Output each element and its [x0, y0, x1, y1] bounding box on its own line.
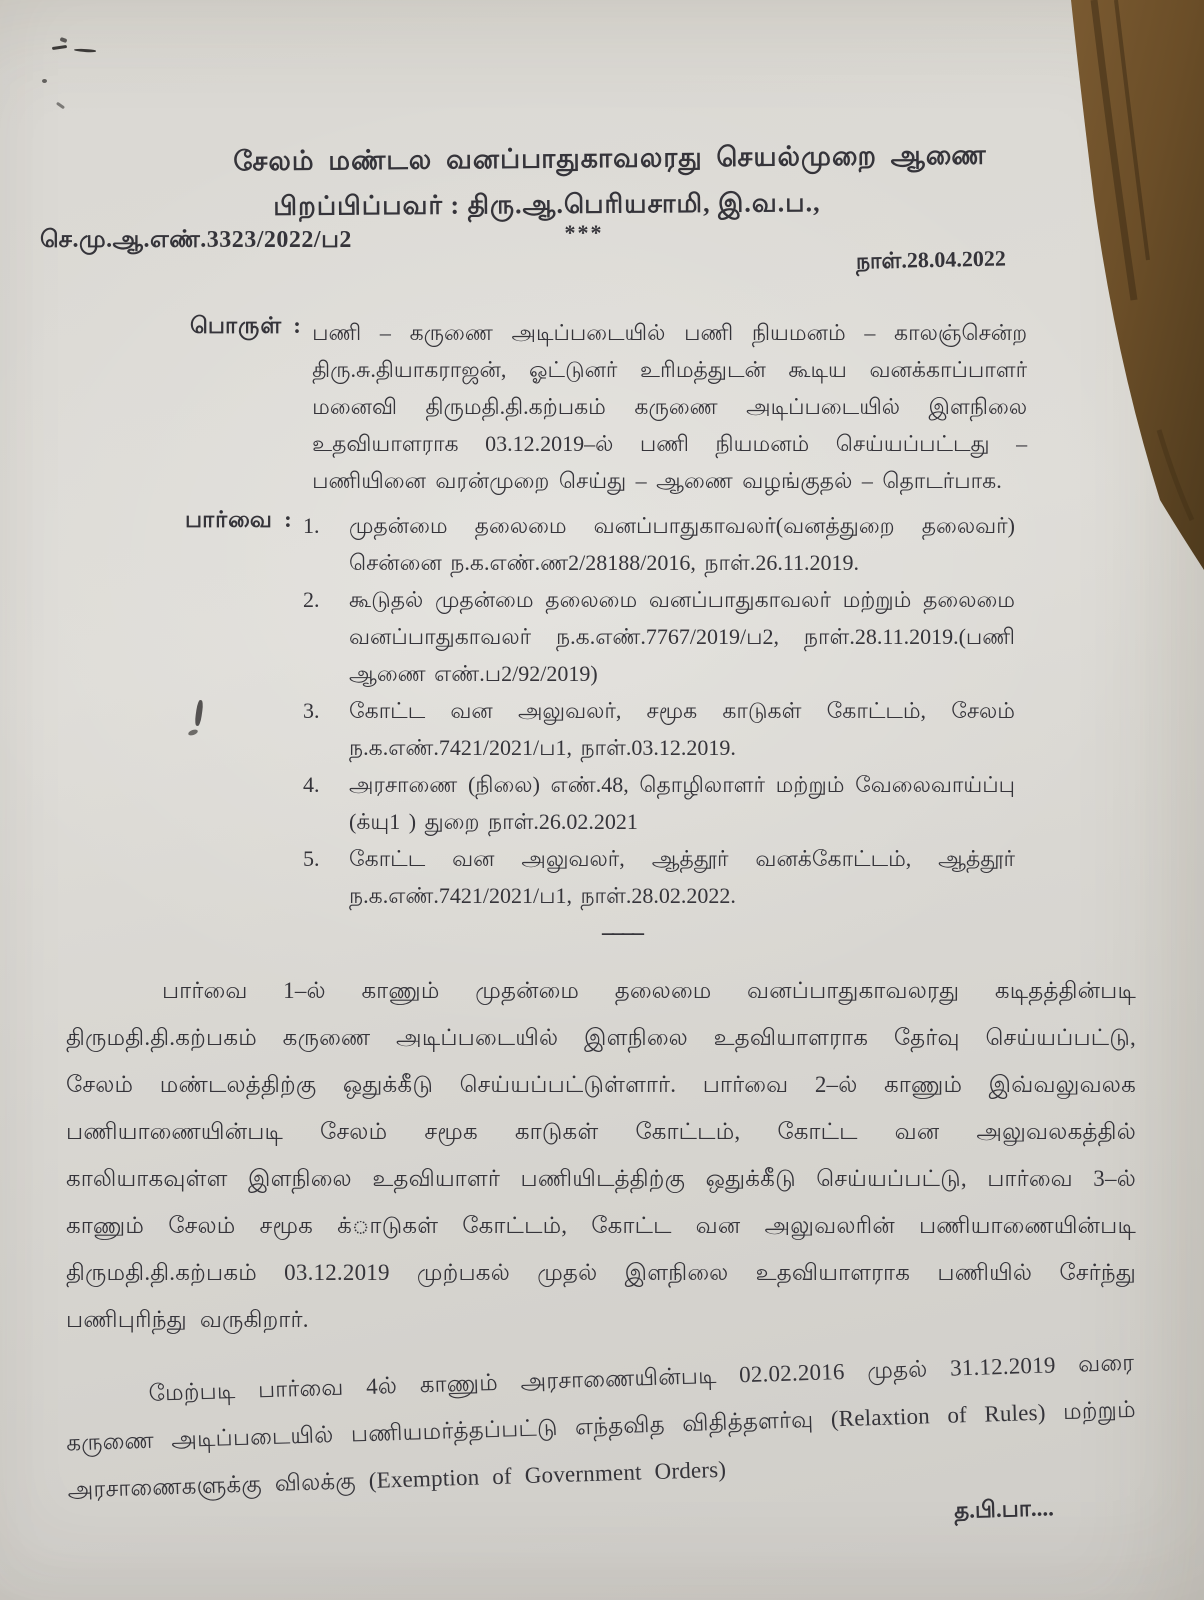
reference-text: முதன்மை தலைமை வனப்பாதுகாவலர்(வனத்துறை தலைவர்) சென்னை ந.க.எண்.ண2/28188/2016, நாள்.26.11.2019. [349, 513, 1015, 575]
body-paragraph-2: மேற்படி பார்வை 4ல் காணும் அரசாணையின்படி 02.02.2016 முதல் 31.12.2019 வரை கருணை அடிப்படையில் பணியமர்த்தப்பட்டு எந்தவித விதித்தளர்வு (Relaxtion of Rules) மற்றும் அரசாணைகளுக்கு விலக்கு (Exemption of Government Orders) [65, 1349, 1137, 1503]
references-list [303, 507, 1015, 914]
subject-text: பணி – கருணை அடிப்படையில் பணி நியமனம் – காலஞ்சென்ற திரு.சு.தியாகராஜன், ஓட்டுனர் உரிமத்துடன் கூடிய வனக்காப்பாளர் மனைவி திருமதி.தி.கற்பகம் கருணை அடிப்படையில் இளநிலை உதவியாளராக 03.12.2019–ல் பணி நியமனம் செய்யப்பட்டது – பணியினை வரன்முறை செய்து – ஆணை வழங்குதல் – தொடர்பாக. [312, 320, 1028, 493]
reference-text: கூடுதல் முதன்மை தலைமை வனப்பாதுகாவலர் மற்றும் தலைமை வனப்பாதுகாவலர் ந.க.எண்.7767/2019/ப2, நாள்.28.11.2019.(பணி ஆணை எண்.ப2/92/2019) [349, 587, 1015, 686]
subject-section [190, 313, 1144, 499]
reference-item [303, 840, 1015, 914]
reference-item [303, 766, 1015, 840]
reference-item [303, 507, 1015, 581]
ink-mark [56, 102, 65, 110]
reference-number: 2. [303, 587, 320, 612]
reference-number: 1. [303, 513, 320, 538]
ink-mark [52, 45, 67, 50]
references-colon: : [284, 507, 292, 532]
turn-over-note: த.பி.பா.... [953, 1495, 1055, 1524]
reference-number: 4. [303, 772, 320, 797]
dash-separator: –––– [602, 920, 642, 946]
document-date: நாள்.28.04.2022 [855, 245, 1007, 274]
table-surface [1064, 0, 1204, 580]
reference-text: கோட்ட வன அலுவலர், சமூக காடுகள் கோட்டம், சேலம் ந.க.எண்.7421/2021/ப1, நாள்.03.12.2019. [349, 698, 1015, 760]
reference-item [303, 581, 1015, 692]
body-paragraph-1: பார்வை 1–ல் காணும் முதன்மை தலைமை வனப்பாதுகாவலரது கடிதத்தின்படி திருமதி.தி.கற்பகம் கருணை அடிப்படையில் இளநிலை உதவியாளராக தேர்வு செய்யப்பட்டு, சேலம் மண்டலத்திற்கு ஒதுக்கீடு செய்யப்பட்டுள்ளார். பார்வை 2–ல் காணும் இவ்வலுவலக பணியாணையின்படி சேலம் சமூக காடுகள் கோட்டம், கோட்ட வன அலுவலகத்தில் காலியாகவுள்ள இளநிலை உதவியாளர் பணியிடத்திற்கு ஒதுக்கீடு செய்யப்பட்டு, பார்வை 3–ல் காணும் சேலம் சமூக க்ாடுகள் கோட்டம், கோட்ட வன அலுவலரின் பணியாணையின்படி திருமதி.தி.கற்பகம் 03.12.2019 முற்பகல் முதல் இளநிலை உதவியாளராக பணியில் சேர்ந்து பணிபுரிந்து வருகிறார். [66, 978, 1136, 1332]
reference-text: அரசாணை (நிலை) எண்.48, தொழிலாளர் மற்றும் வேலைவாய்ப்பு (க்யு1 ) துறை நாள்.26.02.2021 [349, 772, 1015, 834]
references-label: பார்வை [185, 507, 273, 532]
ink-mark [42, 79, 47, 83]
reference-text: கோட்ட வன அலுவலர், ஆத்தூர் வனக்கோட்டம், ஆத்தூர் ந.க.எண்.7421/2021/ப1, நாள்.28.02.2022. [349, 846, 1015, 908]
ink-mark [74, 48, 96, 53]
reference-number: 3. [303, 698, 320, 723]
reference-number: 5. [303, 846, 320, 871]
subject-colon: : [293, 313, 301, 338]
reference-item [303, 692, 1015, 766]
proceedings-number: செ.மு.ஆ.எண்.3323/2022/ப2 [40, 227, 352, 253]
stars-separator: *** [564, 220, 604, 245]
subject-label: பொருள் [190, 313, 283, 338]
document-title: சேலம் மண்டல வனப்பாதுகாவலரது செயல்முறை ஆணை [233, 139, 987, 177]
issuer-line: பிறப்பிப்பவர் : திரு.ஆ.பெரியசாமி, இ.வ.ப., [273, 188, 821, 221]
references-section [185, 507, 1149, 914]
ink-mark [60, 37, 68, 43]
